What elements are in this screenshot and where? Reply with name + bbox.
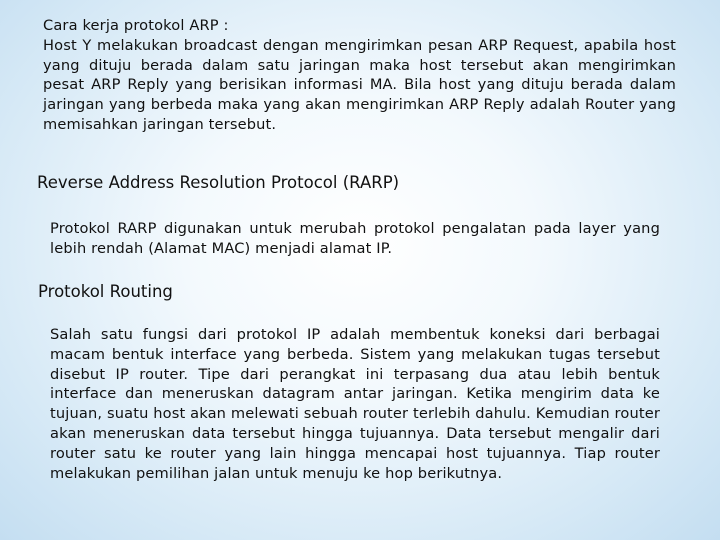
arp-section-title: Cara kerja protokol ARP : — [43, 17, 229, 34]
arp-section-body: Host Y melakukan broadcast dengan mengirimkan pesan ARP Request, apabila host yang dituju berada dalam satu jaringan maka host tersebut akan mengirimkan pesat ARP Reply yang berisikan informasi MA. Bila host yang dituju berada dalam jaringan yang berbeda maka yang akan mengirimkan ARP Reply adalah Router yang memisahkan jaringan tersebut. — [43, 36, 676, 133]
routing-heading: Protokol Routing — [38, 282, 173, 301]
routing-body: Salah satu fungsi dari protokol IP adalah membentuk koneksi dari berbagai macam bentuk interface yang berbeda. Sistem yang melakukan tugas tersebut disebut IP router. Tipe dari perangkat ini terpasang dua atau lebih bentuk interface dan meneruskan datagram antar jaringan. Ketika mengirim data ke tujuan, suatu host akan melewati sebuah router terlebih dahulu. Kemudian router akan meneruskan data tersebut hingga tujuannya. Data tersebut mengalir dari router satu ke router yang lain hingga mencapai host tujuannya. Tiap router melakukan pemilihan jalan untuk menuju ke hop berikutnya. — [50, 326, 660, 482]
rarp-body: Protokol RARP digunakan untuk merubah protokol pengalatan pada layer yang lebih rendah (Alamat MAC) menjadi alamat IP. — [50, 220, 660, 257]
arp-section — [43, 16, 676, 135]
rarp-heading: Reverse Address Resolution Protocol (RARP) — [37, 173, 400, 192]
